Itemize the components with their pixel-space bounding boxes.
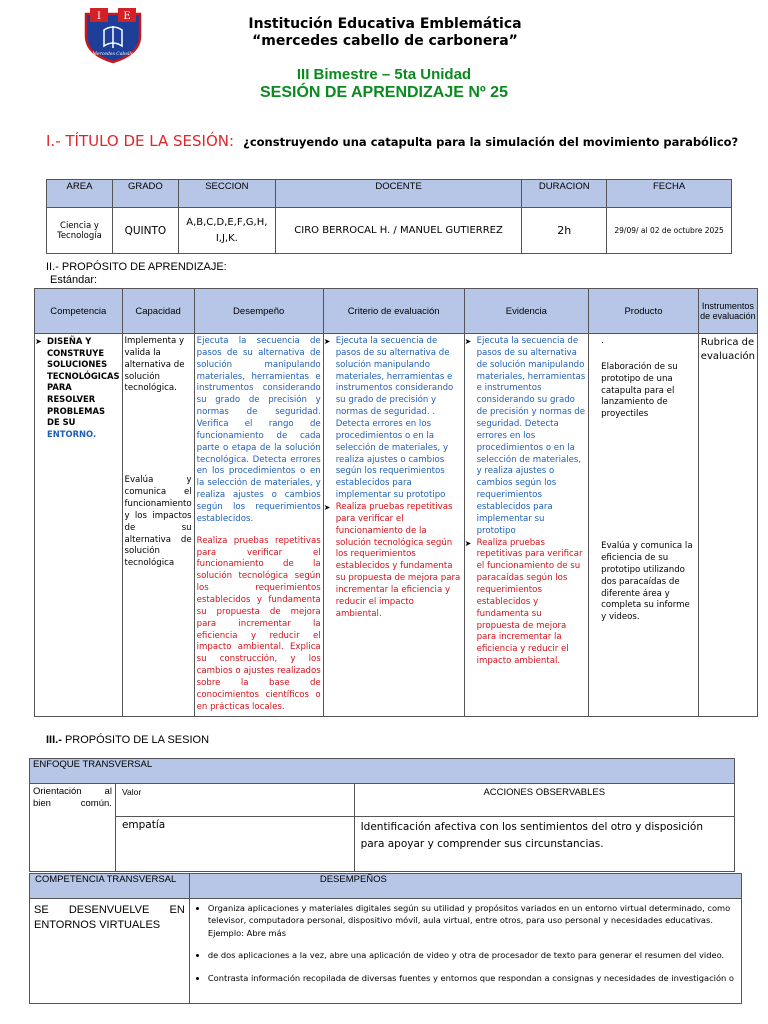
header-area: AREA bbox=[47, 180, 113, 208]
criterio-blue: ➤ Ejecuta la secuencia de pasos de su alternativa de solución manipulando materiales, herramientas e instrumentos considerando su grado de precisión y normas de seguridad. . Detecta errores en los procedimientos o en la selección de materiales, y realiza ajustes o cambios según los requerimientos establecidos para implementar su prototipo bbox=[326, 336, 462, 502]
header-seccion: SECCION bbox=[178, 180, 275, 208]
fecha-value: 29/09/ al 02 de octubre 2025 bbox=[607, 208, 732, 254]
orientacion-cell: Orientación al bien común. bbox=[30, 784, 116, 872]
desempeno-blue: Ejecuta la secuencia de pasos de su alternativa de solución manipulando materiales, herramientas e instrumentos considerando su grado de precisión y normas de seguridad. Verifica el rango de funcionamiento de cada parte o etapa de la solución tecnológica. Detecta errores en los procedimientos o en la selección de materiales, y realiza ajustes o cambios según los requerimientos establecidos. bbox=[196, 336, 321, 524]
producto-2: Evalúa y comunica la eficiencia de su prototipo utilizando dos paracaídas de diferente área y completa su informe y videos. bbox=[601, 541, 693, 623]
desempenos-header: DESEMPEÑOS bbox=[189, 874, 741, 899]
header-grado: GRADO bbox=[112, 180, 178, 208]
acciones-header: ACCIONES OBSERVABLES bbox=[354, 784, 734, 817]
section-3-heading bbox=[46, 734, 209, 746]
desempeno-cell bbox=[194, 334, 323, 717]
header-docente: DOCENTE bbox=[275, 180, 521, 208]
instrumento-cell: Rubrica de evaluación bbox=[698, 334, 757, 717]
producto-1: Elaboración de su prototipo de una catapulta para el lanzamiento de proyectiles bbox=[601, 361, 678, 420]
competencia-text: DISEÑA Y CONSTRUYE SOLUCIONES TECNOLÓGICAS PARA RESOLVER PROBLEMAS DE SU bbox=[47, 336, 120, 428]
session-heading: SESIÓN DE APRENDIZAJE Nº 25 bbox=[260, 84, 508, 101]
docente-value: CIRO BERROCAL H. / MANUEL GUTIERREZ bbox=[275, 208, 521, 254]
desempeno-item: • de dos aplicaciones a la vez, abre una aplicación de video y otra de procesador de texto para generar el resumen del video. bbox=[208, 949, 737, 961]
session-title: ¿construyendo una catapulta para la simulación del movimiento parabólico? bbox=[243, 135, 739, 149]
header-instrumentos: Instrumentos de evaluación bbox=[698, 289, 757, 334]
section-1-label: I.- TÍTULO DE LA SESIÓN: bbox=[46, 132, 235, 150]
area-value: Ciencia y Tecnología bbox=[47, 208, 113, 254]
standard-label: Estándar: bbox=[50, 274, 98, 286]
criterio-cell bbox=[323, 334, 464, 717]
evidencia-cell bbox=[464, 334, 589, 717]
desempenos-cell bbox=[189, 899, 741, 1004]
grado-value: QUINTO bbox=[112, 208, 178, 254]
competencia-text-end: ENTORNO. bbox=[47, 428, 97, 439]
logo-caption: Mercedes Cabello bbox=[92, 52, 134, 57]
desempeno-red: Realiza pruebas repetitivas para verificar el funcionamiento de la solución tecnológica según los requerimientos establecidos y fundamenta su propuesta de mejora para incrementar la eficiencia y reducir el impacto ambiental. Explica su construcción, y los cambios o ajustes realizados sobre la base de conocimientos científicos o en prácticas locales. bbox=[196, 535, 321, 712]
valor-header: Valor bbox=[115, 784, 354, 817]
evidencia-blue: ➤ Ejecuta la secuencia de pasos de su alternativa de solución manipulando materiales, herramientas e instrumentos considerando su grado de precisión y normas de seguridad. Detecta errores en los procedimientos o en la selección de materiales, y realiza ajustes o cambios según los requerimientos establecidos para implementar su prototipo bbox=[467, 336, 587, 538]
header-producto: Producto bbox=[589, 289, 699, 334]
header-fecha: FECHA bbox=[607, 180, 732, 208]
header-competencia: Competencia bbox=[35, 289, 123, 334]
header-desempeno: Desempeño bbox=[194, 289, 323, 334]
evidencia-red: ➤ Realiza pruebas repetitivas para verificar el funcionamiento de su paracaídas según los requerimientos establecidos y fundamenta su propuesta de mejora para incrementar la eficiencia y reducir el impacto ambiental. bbox=[467, 538, 587, 668]
school-logo bbox=[80, 6, 146, 64]
info-table bbox=[46, 179, 732, 254]
capacidad-1: Implementa y valida la alternativa de solución tecnológica. bbox=[124, 336, 185, 394]
section-3-number: III.- bbox=[46, 734, 62, 746]
session-title-row bbox=[46, 131, 738, 150]
competencia-transversal-table bbox=[29, 873, 742, 1004]
desempeno-item: • Organiza aplicaciones y materiales digitales según su utilidad y propósitos variados en un entorno virtual determinado, como televisor, computadora personal, dispositivo móvil, aula virtual, entre otros, para uso personal y necesidades educativas. Ejemplo: Abre más bbox=[208, 902, 737, 939]
criterio-red: ➤ Realiza pruebas repetitivas para verificar el funcionamiento de la solución tecnológica según los requerimientos establecidos y fundamenta su propuesta de mejora para incrementar la eficiencia y reducir el impacto ambiental. bbox=[326, 502, 462, 621]
duracion-value: 2h bbox=[522, 208, 607, 254]
capacidad-cell bbox=[122, 334, 194, 717]
competencia-transversal-cell: SE DESENVUELVE EN ENTORNOS VIRTUALES bbox=[30, 899, 190, 1004]
competencia-transversal-header: COMPETENCIA TRANSVERSAL bbox=[30, 874, 190, 899]
enfoque-table bbox=[29, 758, 735, 872]
desempeno-item: • Contrasta información recopilada de diversas fuentes y entornos que respondan a consignas y necesidades de investigación o bbox=[208, 972, 737, 984]
term-heading: III Bimestre – 5ta Unidad bbox=[296, 66, 472, 83]
valor-cell: empatía bbox=[115, 817, 354, 872]
producto-cell bbox=[589, 334, 699, 717]
header-evidencia: Evidencia bbox=[464, 289, 589, 334]
section-2-label: II.- PROPÓSITO DE APRENDIZAJE: bbox=[46, 261, 227, 273]
institution-name: Institución Educativa Emblemática bbox=[248, 16, 522, 32]
capacidad-2: Evalúa y comunica el funcionamiento y los impactos de su alternativa de solución tecnológica bbox=[124, 475, 192, 569]
logo-letter-e: E bbox=[123, 11, 131, 22]
section-3-label: PROPÓSITO DE LA SESION bbox=[64, 734, 210, 746]
header-criterio: Criterio de evaluación bbox=[323, 289, 464, 334]
header-duracion: DURACION bbox=[522, 180, 607, 208]
accion-cell: Identificación afectiva con los sentimientos del otro y disposición para apoyar y comprender sus circunstancias. bbox=[354, 817, 734, 872]
competencia-cell bbox=[35, 334, 123, 717]
learning-purpose-table bbox=[34, 288, 758, 717]
enfoque-header: ENFOQUE TRANSVERSAL bbox=[30, 759, 735, 784]
logo-letter-i: I bbox=[97, 11, 101, 22]
producto-dot: . bbox=[601, 336, 604, 346]
header-capacidad: Capacidad bbox=[122, 289, 194, 334]
seccion-value: A,B,C,D,E,F,G,H, I,J,K. bbox=[178, 208, 275, 254]
desempenos-list bbox=[194, 902, 737, 984]
school-name: “mercedes cabello de carbonera” bbox=[252, 33, 518, 49]
